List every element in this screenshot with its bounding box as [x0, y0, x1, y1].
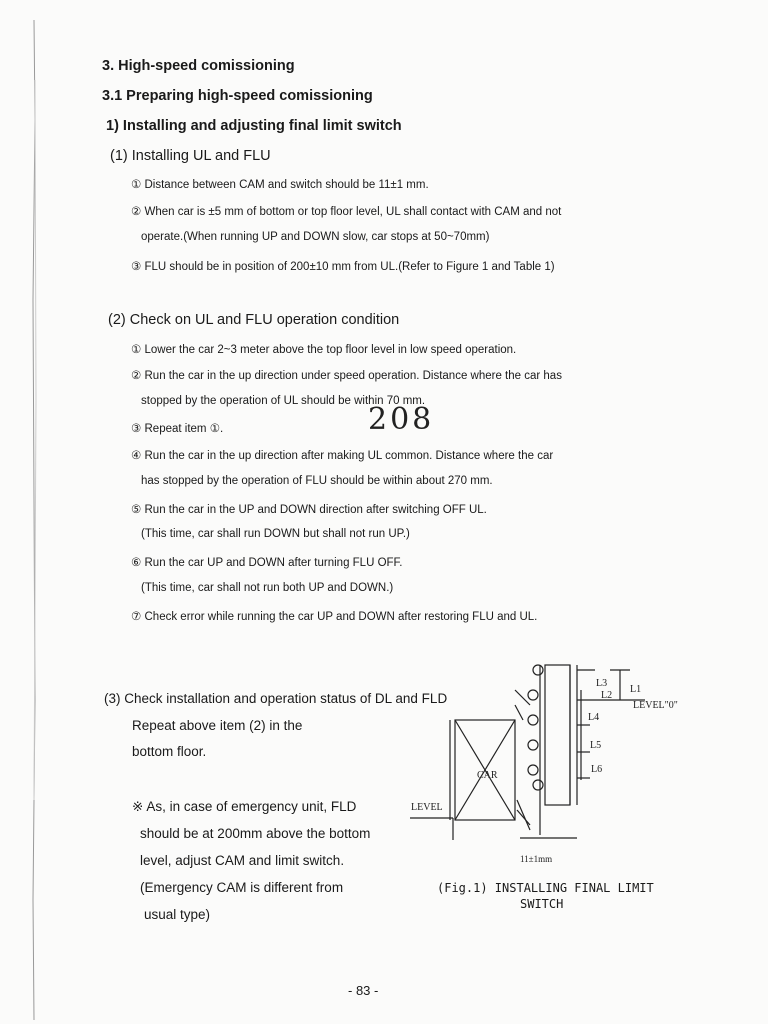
- section3-note-3: level, adjust CAM and limit switch.: [140, 853, 345, 868]
- section2-item-3: ③ Repeat item ①.: [131, 423, 224, 435]
- fig-label-level0: LEVEL"0": [633, 700, 678, 711]
- section3-note-5: usual type): [144, 907, 211, 922]
- fig-label-l4: L4: [588, 712, 600, 723]
- section2-item-2: ② Run the car in the up direction under speed operation. Distance where the car has: [131, 370, 562, 382]
- page-number: - 83 -: [348, 983, 379, 998]
- section1-item-3: ③ FLU should be in position of 200±10 mm from UL.(Refer to Figure 1 and Table 1): [131, 261, 555, 273]
- binding-edge: [30, 0, 38, 1024]
- section1-item-1: ① Distance between CAM and switch should be 11±1 mm.: [131, 179, 429, 191]
- section1-title: (1) Installing UL and FLU: [110, 148, 271, 164]
- section2-item-6: ⑥ Run the car UP and DOWN after turning FLU OFF.: [131, 557, 403, 569]
- figure-caption-line1: (Fig.1) INSTALLING FINAL LIMIT: [437, 881, 654, 895]
- section1-item-2-cont: operate.(When running UP and DOWN slow, car stops at 50~70mm): [141, 231, 490, 243]
- fig-label-l5: L5: [590, 740, 602, 751]
- heading-high-speed-commissioning: 3. High-speed comissioning: [102, 58, 295, 74]
- fig-label-l3: L3: [596, 678, 608, 689]
- fig-label-l6: L6: [591, 764, 603, 775]
- heading-final-limit-switch: 1) Installing and adjusting final limit switch: [106, 118, 402, 134]
- fig-label-gap: 11±1mm: [520, 854, 553, 864]
- section3-line-2: bottom floor.: [132, 744, 207, 759]
- heading-preparing-high-speed: 3.1 Preparing high-speed comissioning: [102, 88, 373, 104]
- section2-item-5: ⑤ Run the car in the UP and DOWN direction after switching OFF UL.: [131, 504, 487, 516]
- section3-note-4: (Emergency CAM is different from: [140, 880, 344, 895]
- section2-item-5-cont: (This time, car shall run DOWN but shall not run UP.): [141, 528, 410, 540]
- fig-label-level: LEVEL: [411, 802, 443, 813]
- fig-label-car: CAR: [477, 770, 498, 781]
- section2-item-4: ④ Run the car in the up direction after making UL common. Distance where the car: [131, 450, 554, 462]
- fig-label-l2: L2: [601, 690, 613, 701]
- section1-item-2: ② When car is ±5 mm of bottom or top floor level, UL shall contact with CAM and not: [131, 206, 562, 218]
- section2-item-1: ① Lower the car 2~3 meter above the top floor level in low speed operation.: [131, 344, 517, 356]
- final-limit-switch-figure: [405, 660, 705, 870]
- section2-item-2-cont: stopped by the operation of UL should be within 70 mm.: [141, 395, 426, 407]
- section3-note-2: should be at 200mm above the bottom: [140, 826, 371, 841]
- section2-item-4-cont: has stopped by the operation of FLU should be within about 270 mm.: [141, 475, 493, 487]
- section2-item-6-cont: (This time, car shall not run both UP and DOWN.): [141, 582, 394, 594]
- section3-title: (3) Check installation and operation status of DL and FLD: [104, 691, 448, 706]
- page-stamp: 208: [368, 402, 435, 437]
- section3-line-1: Repeat above item (2) in the: [132, 718, 303, 733]
- section2-title: (2) Check on UL and FLU operation condition: [108, 312, 400, 328]
- figure-caption-line2: SWITCH: [520, 897, 564, 911]
- fig-label-l1: L1: [630, 684, 642, 695]
- section2-item-7: ⑦ Check error while running the car UP and DOWN after restoring FLU and UL.: [131, 611, 538, 623]
- section3-note-1: ※ As, in case of emergency unit, FLD: [132, 799, 357, 814]
